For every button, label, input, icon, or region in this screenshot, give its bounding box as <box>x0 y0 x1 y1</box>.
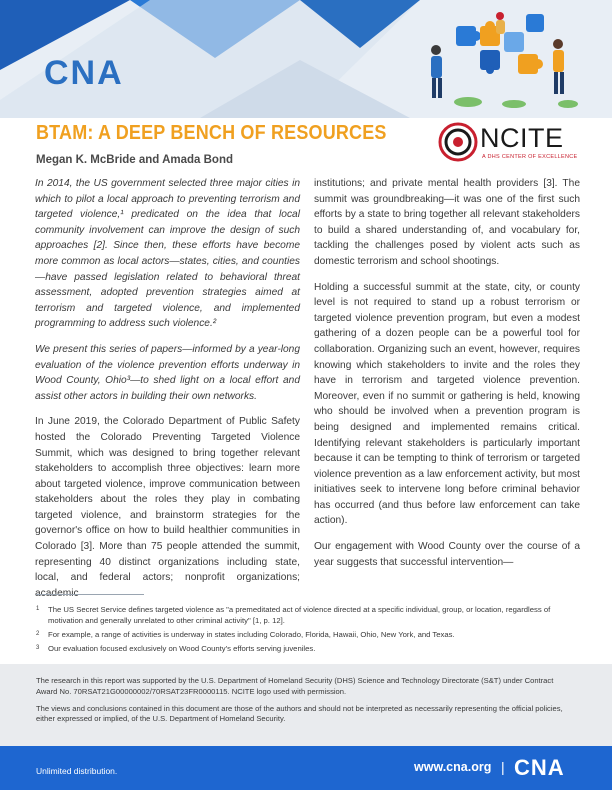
footnote-number: 2 <box>36 631 40 637</box>
cna-logo: CNA <box>44 54 124 92</box>
website-link[interactable]: www.cna.org <box>414 760 492 774</box>
support-statement <box>0 664 612 746</box>
distribution-notice: Unlimited distribution. <box>36 766 118 776</box>
cna-footer-logo: CNA <box>514 755 565 780</box>
ncite-logo <box>438 122 578 166</box>
footnote-number: 1 <box>36 606 40 612</box>
footnote-divider <box>36 594 144 595</box>
body-paragraph: In June 2019, the Colorado Department of Public Safety hosted the Colorado Preventing Targeted Violence Summit, which was designed to bring together relevant stakeholders to accomplish three objectives: learn more about targeted violence, improve communication between stakeholders about the roles they play in combating targeted violence, and brainstorm strategies for the governor's office on how to build healthier communities in Colorado [3]. More than 75 people attended the summit, representing 40 distinct organizations including state, local, and federal actors; nonprofit organizations; <box>35 416 300 584</box>
right-column <box>314 176 580 580</box>
footnotes <box>36 604 580 657</box>
left-column <box>35 176 300 611</box>
footnote-text: The US Secret Service defines targeted violence as "a premeditated act of violence directed at a specific individual, group, or location, regardless of motivation and generally unrelated to other criminal activity" [1, p. 12]. <box>48 605 551 625</box>
footnote-number: 3 <box>36 645 40 651</box>
document-title: BTAM: A DEEP BENCH OF RESOURCES <box>36 122 387 144</box>
footnote <box>36 629 580 640</box>
footer-separator: | <box>501 759 505 775</box>
body-paragraph: Holding a successful summit at the state, city, or county level is not required to stand up a robust terrorism or targeted violence prevention program, but even a modest gathering of a dozen people can be a powerful tool for collaboration. Organizing such an event, however, requires knowing which stakeholders to invite and the roles they have in terrorism and targeted violence prevention. Moreover, even if no summit or gathering is held, knowing who should be involved when a prevention program is being designed and implemented remains critical. Identifying relevant stakeholders is particularly important because it can be tempting to think of terrorism or targeted violence prevention as a law enforcement activity, but most initiatives seek to intervene long before criminal behavior has occurred (and thus before law enforcement can take action). <box>314 281 580 527</box>
puzzle-team-illustration <box>418 4 588 112</box>
footnote <box>36 604 580 626</box>
authors: Megan K. McBride and Amada Bond <box>36 154 234 166</box>
ncite-tagline: A DHS CENTER OF EXCELLENCE <box>482 154 578 160</box>
header-banner <box>0 0 612 118</box>
ncite-target-icon <box>438 122 478 162</box>
footnote <box>36 643 580 654</box>
body-paragraph: institutions; and private mental health providers [3]. The summit was groundbreaking—it was one of the first such efforts by a state to bring together all relevant stakeholders to build a shared understanding of, and vocabulary for, tackling the challenges posed by violent acts such as domestic terrorism and school shootings. <box>314 178 580 267</box>
disclaimer: The views and conclusions contained in this document are those of the authors and should not be interpreted as necessarily representing the official policies, either expressed or implied, of the U.S. Department of Homeland Security. <box>36 703 563 724</box>
body-paragraph: Our engagement with Wood County over the course of a year suggests that successful intervention— <box>314 541 580 568</box>
footnote-text: Our evaluation focused exclusively on Wood County's efforts serving juveniles. <box>48 644 316 653</box>
footer-band <box>0 746 612 790</box>
intro-paragraph: In 2014, the US government selected three major cities in which to pilot a local approach to preventing terrorism and targeted violence,¹ predicated on the idea that local community involvement can improve the design of such approaches [2]. Since then, these efforts have become more common as local actors—states, cities, and counties—have passed legislation related to behavioral threat assessment, adopted prevention strategies aimed at terrorism and targeted violence, and implemented programming to address such violence.² <box>35 178 300 330</box>
footnote-text: For example, a range of activities is underway in states including Colorado, Florida, Hawaii, Ohio, New York, and Texas. <box>48 630 455 639</box>
series-paragraph: We present this series of papers—informed by a year-long evaluation of the violence prevention efforts underway in Wood County, Ohio³—to shed light on a local effort and assist other actors in building their own networks. <box>35 343 300 402</box>
ncite-wordmark: NCITE <box>480 123 564 153</box>
funding-statement: The research in this report was supported by the U.S. Department of Homeland Security (DHS) Science and Technology Directorate (S&T) under Contract Award No. 70RSAT21G00000002/70RSAT23FR0000115. NCITE logo used with permission. <box>36 676 554 696</box>
